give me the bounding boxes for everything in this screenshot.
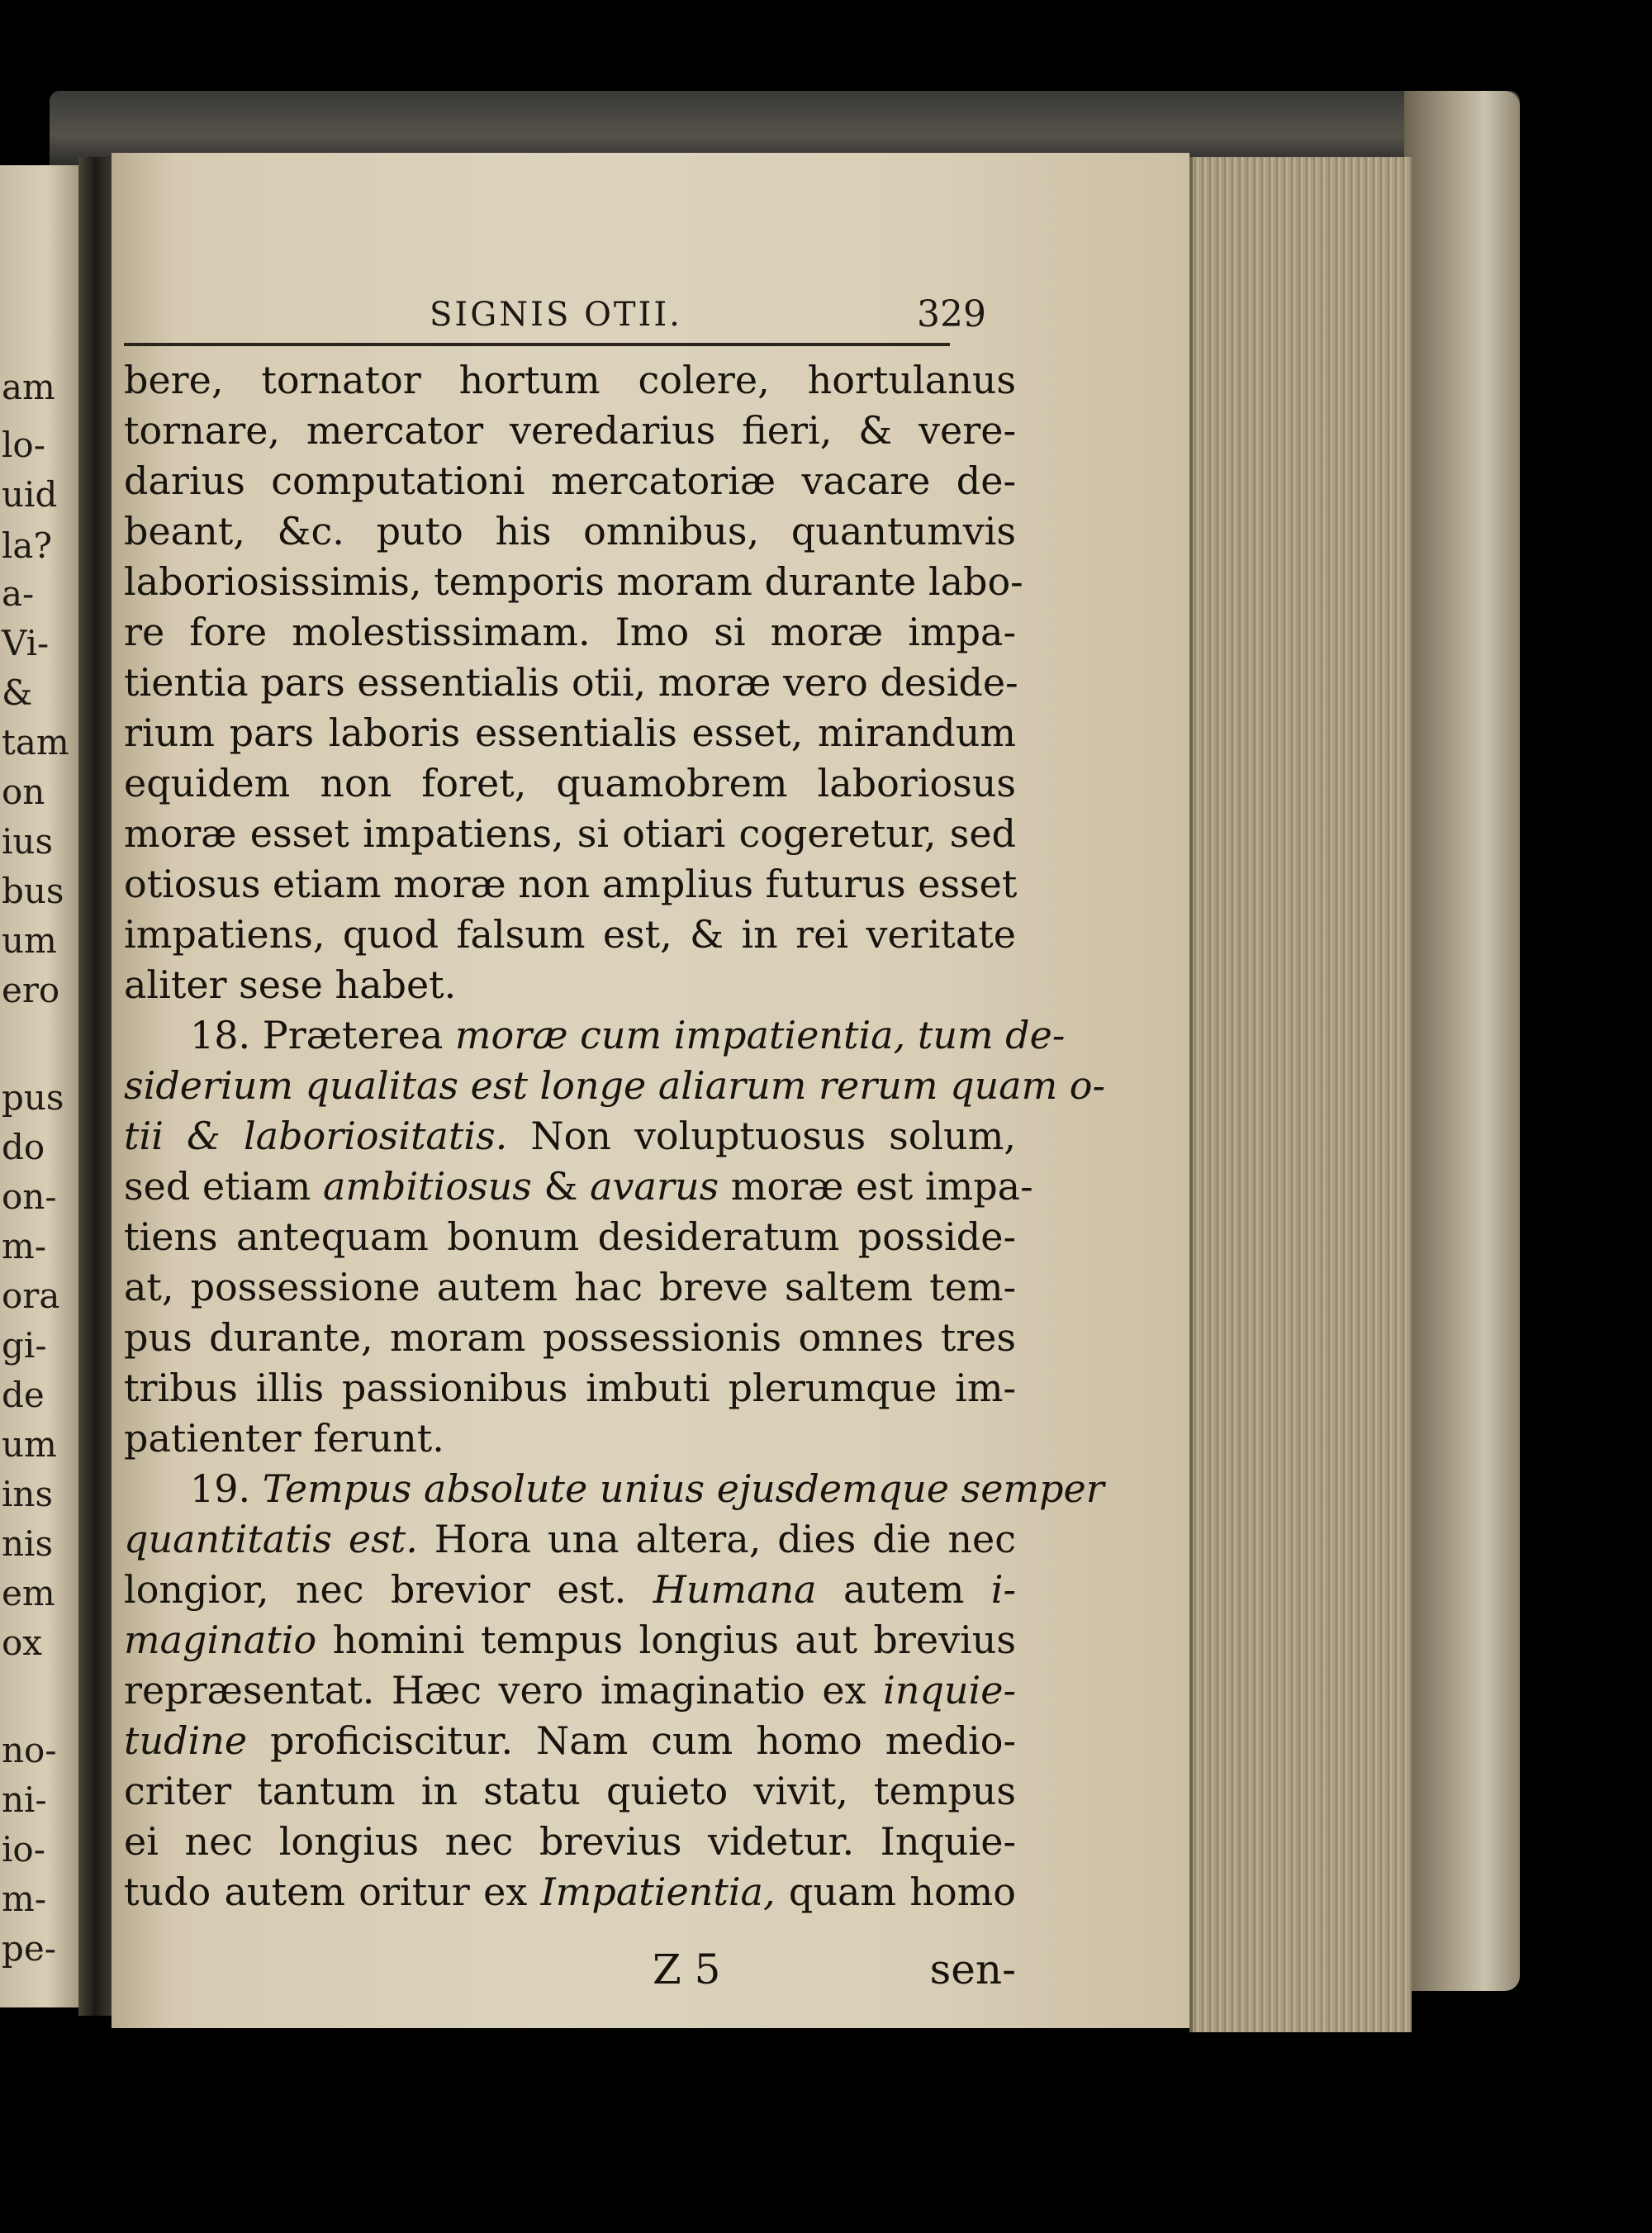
- paragraph-18-line: at, possessione autem hac breve saltem tem-: [124, 1265, 1016, 1309]
- paragraph-19-line: criter tantum in statu quieto vivit, tempus: [124, 1769, 1016, 1813]
- text-line: aliter sese habet.: [124, 962, 457, 1007]
- left-page-fragment: on-: [2, 1176, 57, 1217]
- book-cover-edge: [1404, 91, 1520, 1991]
- italic-run: tudine: [124, 1718, 248, 1763]
- left-page-fragment: la?: [2, 525, 52, 566]
- left-page-edge: [0, 165, 78, 2007]
- header-rule: [124, 343, 950, 346]
- text-line: tientia pars essentialis otii, moræ vero deside-: [124, 660, 1018, 705]
- italic-run: i-: [990, 1567, 1016, 1612]
- left-page-fragment: nis: [2, 1523, 54, 1564]
- paragraph-18-line: pus durante, moram possessionis omnes tres: [124, 1315, 1016, 1360]
- text-run: homini tempus longius aut brevius: [316, 1618, 1016, 1662]
- italic-run: inquie-: [883, 1668, 1016, 1713]
- paragraph-19-line: [124, 1514, 1016, 1565]
- left-page-fragment: ius: [2, 821, 54, 862]
- left-page-fragment: uid: [2, 474, 58, 515]
- page-number: 329: [917, 293, 986, 335]
- body-text: [124, 355, 1106, 1917]
- paragraph-19-line: [124, 1464, 1104, 1514]
- left-page-fragment: no-: [2, 1730, 57, 1770]
- text-run: quam homo: [775, 1870, 1016, 1914]
- text-line: impatiens, quod falsum est, & in rei veritate: [124, 912, 1016, 957]
- paragraph-18-line: tiens antequam bonum desideratum posside-: [124, 1214, 1016, 1259]
- text-line: darius computationi mercatoriæ vacare de-: [124, 458, 1016, 503]
- paragraph-18-line: [124, 1010, 1066, 1061]
- left-page-fragment: ins: [2, 1474, 54, 1514]
- left-page-fragment: pus: [2, 1077, 64, 1118]
- text-line: beant, &c. puto his omnibus, quantumvis: [124, 509, 1016, 553]
- catchword: sen-: [929, 1946, 1016, 1993]
- text-run: moræ est impa-: [719, 1164, 1033, 1209]
- paragraph-18-line: [124, 1111, 1016, 1162]
- text-run: repræsentat. Hæc vero imaginatio ex: [124, 1668, 884, 1713]
- text-run: proficiscitur. Nam cum homo medio-: [247, 1718, 1016, 1763]
- left-page-fragment: pe-: [2, 1928, 56, 1969]
- text-line: re fore molestissimam. Imo si moræ impa-: [124, 610, 1016, 654]
- text-run: &: [531, 1164, 591, 1209]
- text-line: moræ esset impatiens, si otiari cogeretur, sed: [124, 811, 1016, 856]
- signature-mark: Z 5: [653, 1946, 721, 1993]
- text-line: equidem non foret, quamobrem laboriosus: [124, 761, 1016, 805]
- paragraph-18-line: patienter ferunt.: [124, 1416, 444, 1461]
- text-run: Non voluptuosus solum,: [507, 1114, 1016, 1158]
- left-page-fragment: io-: [2, 1829, 45, 1870]
- text-run: 19.: [190, 1466, 263, 1511]
- left-page-fragment: ni-: [2, 1779, 47, 1820]
- italic-run: moræ cum impatientia, tum de-: [454, 1013, 1066, 1057]
- paragraph-19-line: [124, 1615, 1016, 1665]
- text-run: autem: [816, 1567, 991, 1612]
- paragraph-19-line: ei nec longius nec brevius videtur. Inquie-: [124, 1819, 1016, 1864]
- text-line: rium pars laboris essentialis esset, mirandum: [124, 710, 1016, 755]
- text-run: 18. Præterea: [190, 1013, 455, 1057]
- paragraph-19-line: [124, 1716, 1016, 1766]
- left-page-fragment: m-: [2, 1879, 47, 1919]
- text-run: sed etiam: [124, 1164, 323, 1209]
- text-run: Hora una altera, dies die nec: [417, 1517, 1017, 1561]
- left-page-fragment: gi-: [2, 1325, 47, 1366]
- left-page-fragment: em: [2, 1573, 55, 1613]
- paragraph-18-line: [124, 1061, 1106, 1111]
- text-line: tornare, mercator veredarius fieri, & vere-: [124, 408, 1016, 453]
- left-page-fragment: ero: [2, 970, 60, 1010]
- italic-run: tii & laboriositatis.: [124, 1114, 508, 1158]
- italic-run: ambitiosus: [322, 1164, 532, 1209]
- left-page-fragment: bus: [2, 871, 64, 911]
- text-run: longior, nec brevior est.: [124, 1567, 653, 1612]
- page-block-edge: [1189, 157, 1412, 2032]
- book-gutter: [78, 157, 112, 2016]
- running-head: SIGNIS OTII.: [430, 296, 682, 334]
- paragraph-19-line: [124, 1565, 1016, 1615]
- paragraph-19-line: [124, 1867, 1016, 1917]
- left-page-fragment: lo-: [2, 425, 45, 465]
- left-page-fragment: um: [2, 1424, 57, 1465]
- text-line: bere, tornator hortum colere, hortulanus: [124, 358, 1016, 402]
- italic-run: Tempus absolute unius ejusdemque semper: [262, 1466, 1104, 1511]
- left-page-fragment: de: [2, 1375, 45, 1415]
- text-line: otiosus etiam moræ non amplius futurus esset: [124, 862, 1018, 906]
- page-footer: [124, 1946, 1016, 2003]
- italic-run: quantitatis est.: [124, 1517, 418, 1561]
- italic-run: siderium qualitas est longe aliarum rerum quam o-: [124, 1063, 1106, 1108]
- paragraph-18-line: [124, 1162, 1033, 1212]
- left-page-fragment: ox: [2, 1622, 42, 1663]
- italic-run: Humana: [653, 1567, 817, 1612]
- text-line: laboriosissimis, temporis moram durante labo-: [124, 559, 1023, 604]
- italic-run: avarus: [590, 1164, 719, 1209]
- left-page-fragment: um: [2, 920, 57, 961]
- left-page-fragment: tam: [2, 722, 69, 763]
- italic-run: maginatio: [124, 1618, 317, 1662]
- left-page-fragment: Vi-: [2, 623, 50, 663]
- paragraph-18-line: tribus illis passionibus imbuti plerumque im-: [124, 1366, 1016, 1410]
- left-page-fragment: &: [2, 672, 33, 713]
- left-page-fragment: a-: [2, 573, 35, 614]
- paragraph-19-line: [124, 1665, 1016, 1716]
- italic-run: Impatientia,: [540, 1870, 776, 1914]
- left-page-fragment: m-: [2, 1226, 47, 1266]
- left-page-fragment: ora: [2, 1276, 60, 1316]
- text-run: tudo autem oritur ex: [124, 1870, 541, 1914]
- left-page-fragment: am: [2, 367, 55, 407]
- left-page-fragment: do: [2, 1127, 45, 1167]
- left-page-fragment: on: [2, 772, 45, 812]
